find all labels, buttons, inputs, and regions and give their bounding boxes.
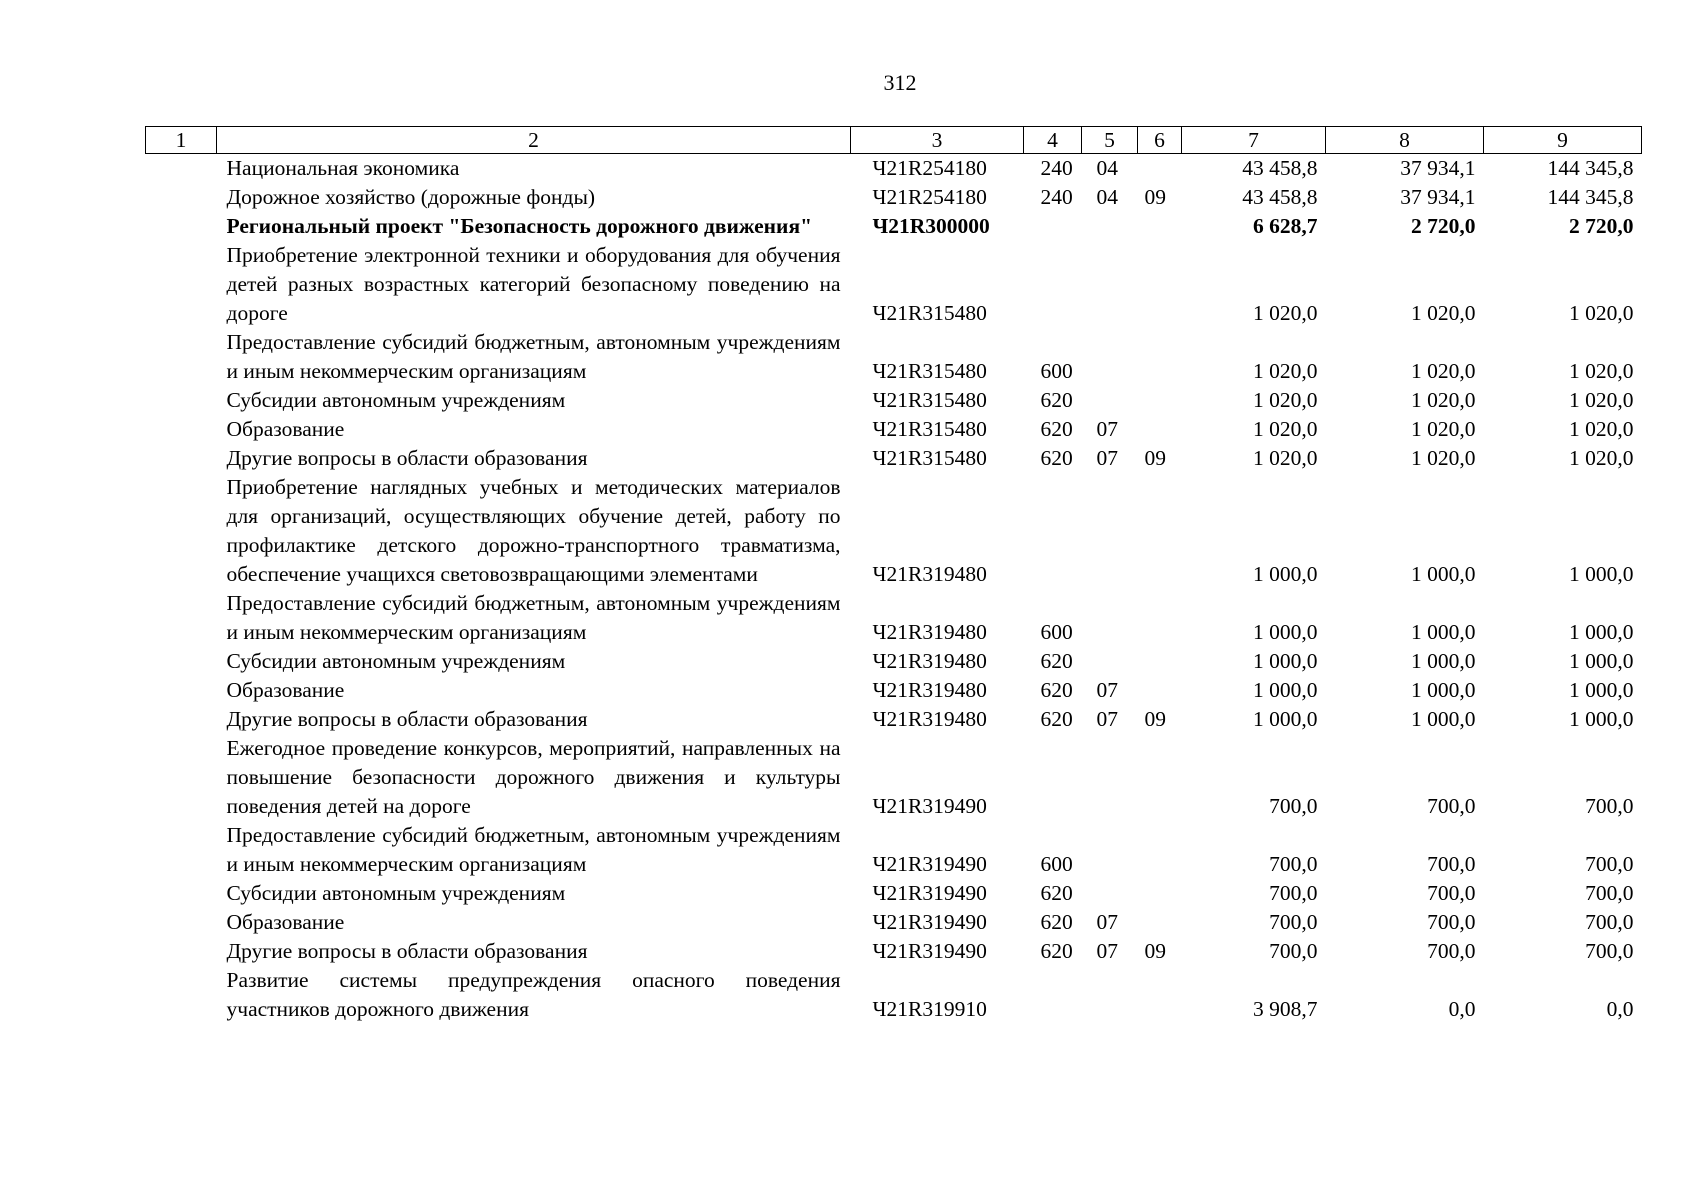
amount-col-7: 1 000,0 — [1253, 620, 1318, 644]
row-number-cell — [146, 821, 217, 879]
target-code: Ч21R319490 — [872, 910, 987, 934]
amount-col-7: 700,0 — [1269, 910, 1318, 934]
row-number-cell — [146, 966, 217, 1024]
table-row — [146, 966, 1642, 1024]
row-name: Региональный проект "Безопасность дорожного движения" — [226, 214, 813, 238]
target-code: Ч21R300000 — [872, 214, 990, 238]
row-name: Ежегодное проведение конкурсов, мероприятий, направленных на повышение безопасности дорожного движения и культуры поведения детей на дороге — [226, 736, 841, 818]
amount-col-9: 144 345,8 — [1547, 185, 1634, 209]
expense-group: 600 — [1040, 620, 1073, 644]
subsection-code: 09 — [1144, 446, 1166, 470]
target-code: Ч21R315480 — [872, 388, 987, 412]
row-number-cell — [146, 444, 217, 473]
amount-col-9: 700,0 — [1585, 910, 1634, 934]
amount-col-8: 1 020,0 — [1411, 446, 1476, 470]
page-number: 312 — [883, 70, 917, 95]
table-row — [146, 734, 1642, 821]
target-code: Ч21R319490 — [872, 794, 987, 818]
row-number-cell — [146, 328, 217, 386]
subsection-code — [1138, 473, 1182, 589]
section-code — [1082, 821, 1138, 879]
amount-col-8: 0,0 — [1448, 997, 1476, 1021]
expense-group: 240 — [1040, 185, 1073, 209]
section-code — [1082, 212, 1138, 241]
amount-col-8: 700,0 — [1427, 910, 1476, 934]
table-row — [146, 676, 1642, 705]
section-code: 07 — [1096, 707, 1118, 731]
amount-col-8: 37 934,1 — [1400, 185, 1476, 209]
header-col-2: 2 — [217, 127, 851, 154]
table-row — [146, 821, 1642, 879]
table-row — [146, 241, 1642, 328]
section-code — [1082, 473, 1138, 589]
target-code: Ч21R254180 — [872, 185, 987, 209]
section-code: 07 — [1096, 939, 1118, 963]
row-name: Другие вопросы в области образования — [226, 707, 588, 731]
subsection-code — [1138, 966, 1182, 1024]
header-col-1: 1 — [146, 127, 217, 154]
row-name: Другие вопросы в области образования — [226, 939, 588, 963]
expense-group — [1024, 473, 1082, 589]
section-code: 07 — [1096, 910, 1118, 934]
section-code — [1082, 589, 1138, 647]
amount-col-7: 700,0 — [1269, 852, 1318, 876]
table-row — [146, 879, 1642, 908]
target-code: Ч21R319480 — [872, 620, 987, 644]
expense-group: 600 — [1040, 852, 1073, 876]
expense-group: 620 — [1040, 417, 1073, 441]
subsection-code: 09 — [1144, 707, 1166, 731]
section-code — [1082, 966, 1138, 1024]
table-row — [146, 415, 1642, 444]
amount-col-7: 700,0 — [1269, 881, 1318, 905]
section-code: 04 — [1096, 185, 1118, 209]
section-code — [1082, 647, 1138, 676]
table-header — [146, 127, 1642, 154]
amount-col-9: 1 000,0 — [1569, 562, 1634, 586]
row-number-cell — [146, 676, 217, 705]
row-name: Предоставление субсидий бюджетным, автономным учреждениям и иным некоммерческим организациям — [226, 591, 841, 644]
target-code: Ч21R315480 — [872, 359, 987, 383]
target-code: Ч21R315480 — [872, 446, 987, 470]
expense-group — [1024, 734, 1082, 821]
section-code — [1082, 734, 1138, 821]
target-code: Ч21R319910 — [872, 997, 987, 1021]
amount-col-8: 1 000,0 — [1411, 649, 1476, 673]
section-code — [1082, 328, 1138, 386]
amount-col-8: 1 020,0 — [1411, 301, 1476, 325]
target-code: Ч21R315480 — [872, 417, 987, 441]
amount-col-9: 1 000,0 — [1569, 678, 1634, 702]
section-code — [1082, 241, 1138, 328]
subsection-code — [1138, 328, 1182, 386]
table-row — [146, 705, 1642, 734]
amount-col-9: 1 020,0 — [1569, 417, 1634, 441]
row-number-cell — [146, 879, 217, 908]
row-number-cell — [146, 705, 217, 734]
target-code: Ч21R315480 — [872, 301, 987, 325]
row-name: Дорожное хозяйство (дорожные фонды) — [226, 185, 596, 209]
subsection-code — [1138, 821, 1182, 879]
target-code: Ч21R319480 — [872, 707, 987, 731]
row-number-cell — [146, 154, 217, 184]
amount-col-8: 1 020,0 — [1411, 359, 1476, 383]
amount-col-7: 700,0 — [1269, 939, 1318, 963]
section-code: 04 — [1096, 156, 1118, 180]
header-col-5: 5 — [1082, 127, 1138, 154]
amount-col-7: 1 020,0 — [1253, 417, 1318, 441]
subsection-code — [1138, 647, 1182, 676]
amount-col-9: 700,0 — [1585, 794, 1634, 818]
amount-col-9: 1 020,0 — [1569, 359, 1634, 383]
subsection-code: 09 — [1144, 185, 1166, 209]
row-number-cell — [146, 734, 217, 821]
amount-col-8: 700,0 — [1427, 794, 1476, 818]
subsection-code: 09 — [1144, 939, 1166, 963]
amount-col-8: 1 020,0 — [1411, 417, 1476, 441]
table-row — [146, 473, 1642, 589]
table-row — [146, 386, 1642, 415]
amount-col-9: 1 000,0 — [1569, 620, 1634, 644]
table-row — [146, 908, 1642, 937]
expense-group: 620 — [1040, 910, 1073, 934]
amount-col-9: 1 000,0 — [1569, 707, 1634, 731]
amount-col-8: 1 000,0 — [1411, 678, 1476, 702]
expense-group — [1024, 212, 1082, 241]
subsection-code — [1138, 908, 1182, 937]
row-name: Другие вопросы в области образования — [226, 446, 588, 470]
row-number-cell — [146, 241, 217, 328]
row-number-cell — [146, 589, 217, 647]
row-name: Развитие системы предупреждения опасного поведения участников дорожного движения — [226, 968, 841, 1021]
amount-col-8: 700,0 — [1427, 881, 1476, 905]
expense-group: 620 — [1040, 446, 1073, 470]
amount-col-9: 1 020,0 — [1569, 301, 1634, 325]
subsection-code — [1138, 212, 1182, 241]
expense-group: 620 — [1040, 388, 1073, 412]
amount-col-8: 700,0 — [1427, 852, 1476, 876]
amount-col-7: 1 000,0 — [1253, 678, 1318, 702]
section-code — [1082, 386, 1138, 415]
amount-col-8: 1 000,0 — [1411, 562, 1476, 586]
budget-table — [145, 126, 1642, 1024]
amount-col-9: 700,0 — [1585, 852, 1634, 876]
header-col-6: 6 — [1138, 127, 1182, 154]
amount-col-8: 2 720,0 — [1411, 214, 1476, 238]
target-code: Ч21R319480 — [872, 649, 987, 673]
expense-group — [1024, 966, 1082, 1024]
row-name: Приобретение электронной техники и оборудования для обучения детей разных возрастных категорий безопасному поведению на дороге — [226, 243, 841, 325]
table-row — [146, 589, 1642, 647]
expense-group: 620 — [1040, 939, 1073, 963]
section-code: 07 — [1096, 678, 1118, 702]
amount-col-9: 0,0 — [1606, 997, 1634, 1021]
row-number-cell — [146, 212, 217, 241]
table-body — [146, 154, 1642, 1025]
amount-col-7: 1 000,0 — [1253, 649, 1318, 673]
expense-group: 600 — [1040, 359, 1073, 383]
amount-col-7: 1 020,0 — [1253, 446, 1318, 470]
amount-col-7: 1 020,0 — [1253, 388, 1318, 412]
row-number-cell — [146, 473, 217, 589]
amount-col-9: 2 720,0 — [1569, 214, 1634, 238]
amount-col-9: 1 020,0 — [1569, 388, 1634, 412]
expense-group: 620 — [1040, 649, 1073, 673]
row-name: Образование — [226, 678, 345, 702]
row-name: Национальная экономика — [226, 156, 460, 180]
expense-group: 620 — [1040, 881, 1073, 905]
row-name: Предоставление субсидий бюджетным, автономным учреждениям и иным некоммерческим организациям — [226, 330, 841, 383]
amount-col-7: 700,0 — [1269, 794, 1318, 818]
target-code: Ч21R319480 — [872, 562, 987, 586]
amount-col-8: 1 000,0 — [1411, 707, 1476, 731]
table-row — [146, 328, 1642, 386]
header-col-8: 8 — [1326, 127, 1484, 154]
subsection-code — [1138, 734, 1182, 821]
row-number-cell — [146, 908, 217, 937]
amount-col-7: 6 628,7 — [1253, 214, 1318, 238]
row-name: Образование — [226, 910, 345, 934]
expense-group: 240 — [1040, 156, 1073, 180]
target-code: Ч21R319490 — [872, 939, 987, 963]
amount-col-7: 43 458,8 — [1242, 156, 1318, 180]
target-code: Ч21R254180 — [872, 156, 987, 180]
amount-col-7: 1 020,0 — [1253, 301, 1318, 325]
row-number-cell — [146, 386, 217, 415]
subsection-code — [1138, 241, 1182, 328]
table-row — [146, 937, 1642, 966]
amount-col-8: 1 000,0 — [1411, 620, 1476, 644]
subsection-code — [1138, 879, 1182, 908]
subsection-code — [1138, 154, 1182, 184]
row-name: Субсидии автономным учреждениям — [226, 881, 566, 905]
header-col-3: 3 — [851, 127, 1024, 154]
row-name: Образование — [226, 417, 345, 441]
row-number-cell — [146, 937, 217, 966]
amount-col-7: 1 000,0 — [1253, 562, 1318, 586]
expense-group: 620 — [1040, 707, 1073, 731]
row-number-cell — [146, 415, 217, 444]
table-row — [146, 647, 1642, 676]
table-row — [146, 212, 1642, 241]
header-col-4: 4 — [1024, 127, 1082, 154]
subsection-code — [1138, 676, 1182, 705]
amount-col-9: 144 345,8 — [1547, 156, 1634, 180]
amount-col-9: 1 000,0 — [1569, 649, 1634, 673]
header-col-9: 9 — [1484, 127, 1642, 154]
section-code: 07 — [1096, 417, 1118, 441]
row-number-cell — [146, 647, 217, 676]
row-name: Субсидии автономным учреждениям — [226, 388, 566, 412]
section-code: 07 — [1096, 446, 1118, 470]
amount-col-8: 1 020,0 — [1411, 388, 1476, 412]
row-name: Субсидии автономным учреждениям — [226, 649, 566, 673]
amount-col-7: 1 020,0 — [1253, 359, 1318, 383]
table-row — [146, 183, 1642, 212]
subsection-code — [1138, 386, 1182, 415]
amount-col-7: 43 458,8 — [1242, 185, 1318, 209]
expense-group: 620 — [1040, 678, 1073, 702]
row-name: Приобретение наглядных учебных и методических материалов для организаций, осуществляющих обучение детей, работу по профилактике детского дорожно-транспортного травматизма, обеспечение учащихся световозвращающими элементами — [226, 475, 841, 586]
header-col-7: 7 — [1182, 127, 1326, 154]
subsection-code — [1138, 415, 1182, 444]
amount-col-7: 3 908,7 — [1253, 997, 1318, 1021]
subsection-code — [1138, 589, 1182, 647]
row-name: Предоставление субсидий бюджетным, автономным учреждениям и иным некоммерческим организациям — [226, 823, 841, 876]
amount-col-8: 37 934,1 — [1400, 156, 1476, 180]
target-code: Ч21R319480 — [872, 678, 987, 702]
amount-col-9: 1 020,0 — [1569, 446, 1634, 470]
amount-col-8: 700,0 — [1427, 939, 1476, 963]
target-code: Ч21R319490 — [872, 881, 987, 905]
section-code — [1082, 879, 1138, 908]
table-row — [146, 444, 1642, 473]
amount-col-7: 1 000,0 — [1253, 707, 1318, 731]
row-number-cell — [146, 183, 217, 212]
expense-group — [1024, 241, 1082, 328]
amount-col-9: 700,0 — [1585, 881, 1634, 905]
table-row — [146, 154, 1642, 184]
amount-col-9: 700,0 — [1585, 939, 1634, 963]
target-code: Ч21R319490 — [872, 852, 987, 876]
